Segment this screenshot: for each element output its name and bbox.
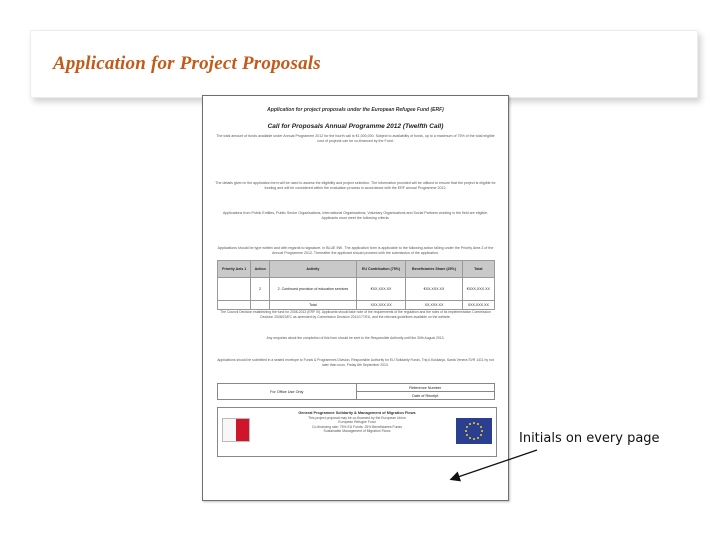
table-cell: €XX,XXX.XX	[406, 278, 462, 301]
form-header: Application for project proposals under the European Refugee Fund (ERF)	[267, 107, 444, 113]
slide-title: Application for Project Proposals	[53, 53, 321, 74]
table-header-cell: Activity	[269, 261, 356, 278]
table-header-cell: Action	[251, 261, 270, 278]
programme-line: Sustainable Management of Migration Flows	[323, 429, 391, 434]
office-use-label: For Office Use Only	[218, 384, 357, 400]
programme-line: Co-financing rate: 75% EU Funds; 25% Beneficiaries Funds	[312, 424, 402, 429]
paragraph-funding: The total amount of funds available under Annual Programme 2012 for the fourth call is €1,000,000. Subject to availability of funds, up to a maximum of 75% of the total eligible cost of projects can be co-financed by the Fund.	[216, 134, 495, 143]
table-header-cell: EU Contribution (75%)	[356, 261, 406, 278]
date-of-receipt-label: Date of Receipt	[356, 392, 495, 400]
table-cell: XXX,XXX.XX	[356, 301, 406, 310]
note-submission: Applications should be submitted in a sealed envelope to Funds & Programmes Division, Responsible Authority for EU Solidarity Funds, Triq il-Kukkanja, Santa Venera SVR 1411 by not later than noon, Friday 6th September 2013.	[217, 358, 494, 367]
programme-line: European Refugee Fund	[338, 420, 376, 425]
table-header-cell: Total	[462, 261, 494, 278]
programme-line: This project proposal may be co-financed by the European Union	[308, 415, 406, 420]
table-cell: Total	[269, 301, 356, 310]
table-cell: €XXX,XXX.XX	[462, 278, 494, 301]
table-header-cell: Priority Axis 1	[218, 261, 251, 278]
paragraph-details: The details given in the application form will be used to assess the eligibility and project selection. The information provided will be utilised to ensure that the project is eligible for funding and will be considered within the evaluation process in accordance with the ERF annual Programme 2012.	[215, 181, 496, 190]
note-enquiries: Any enquiries about the completion of this form should be sent to the Responsible Authority until the 30th August 2013.	[266, 336, 445, 340]
table-cell: 2	[251, 278, 270, 301]
paragraph-instructions: Applications should be type written and with regards to signature, in BLUE INK. The application form is applicable to the following action falling under the Priority Area 3 of the Annual Programme 2012. Thereafter the applicant should proceed with the submission of the application.	[217, 246, 494, 255]
reference-number-label: Reference Number	[356, 384, 495, 392]
paragraph-eligibility: Applications from Public Entities, Public Sector Organisations, International Organisations, Voluntary Organisations and Social Partners working in the field are eligible. Applicants must meet the following criteria.	[222, 211, 489, 220]
note-council-decision: The Council Decision establishing the fund for 2008-2013 (ERF III). Applicants should take note of the requirements of the regulation and the rules of its implementation Commission Decision 2008/22/EC as amended by Commission Decision 2011/177/EU, and the relevant guidelines available on the website.	[220, 310, 491, 319]
call-title: Call for Proposals Annual Programme 2012 (Twelfth Call)	[267, 123, 444, 130]
programme-title: General Programme Solidarity & Management of Migration Flows	[298, 411, 416, 415]
table-header-cell: Beneficiaries Share (25%)	[406, 261, 462, 278]
table-cell: €XX,XXX.XX	[356, 278, 406, 301]
callout-text: Initials on every page	[519, 431, 660, 446]
table-cell: XXX,XXX.XX	[462, 301, 494, 310]
table-cell: 2. Continued provision of education services	[269, 278, 356, 301]
table-cell: XX,XXX.XX	[406, 301, 462, 310]
